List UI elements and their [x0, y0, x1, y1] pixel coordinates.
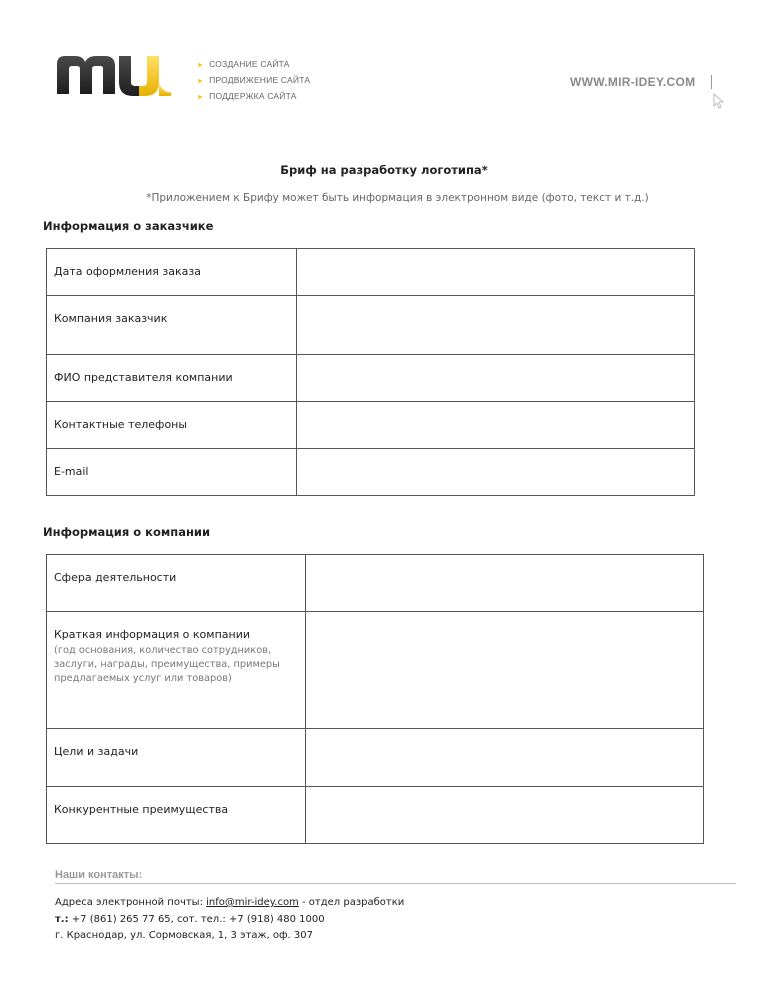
table-row	[47, 402, 695, 449]
row-label-representative: ФИО представителя компании	[47, 355, 297, 402]
table-row	[47, 787, 704, 844]
row-label-phones: Контактные телефоны	[47, 402, 297, 449]
order-date-field[interactable]	[297, 249, 695, 296]
company-section-title: Информация о компании	[43, 525, 211, 539]
arrow-icon: ►	[197, 78, 205, 85]
contacts-title: Наши контакты:	[55, 869, 143, 881]
service-item-promote[interactable]: ► ПРОДВИЖЕНИЕ САЙТА	[197, 75, 311, 85]
services-list	[197, 57, 310, 105]
table-row	[47, 249, 695, 296]
competitive-advantages-field[interactable]	[306, 787, 704, 844]
table-row	[47, 555, 704, 612]
contacts-address-line: г. Краснодар, ул. Сормовская, 1, 3 этаж, оф. 307	[55, 930, 313, 941]
row-label-customer-company: Компания заказчик	[47, 296, 297, 355]
table-row	[47, 449, 695, 496]
company-logo	[55, 50, 173, 100]
customer-info-table	[46, 248, 695, 496]
goals-field[interactable]	[306, 729, 704, 787]
arrow-icon: ►	[197, 94, 205, 101]
company-summary-field[interactable]	[306, 612, 704, 729]
table-row	[47, 355, 695, 402]
row-label-company-summary: Краткая информация о компании (год основания, количество сотрудников, заслуги, награды, преимущества, примеры предлагаемых услуг или товаров)	[47, 612, 306, 729]
row-label-activity: Сфера деятельности	[47, 555, 306, 612]
pointer-cursor-icon	[713, 93, 725, 113]
document-title: Бриф на разработку логотипа*	[280, 163, 488, 177]
email-link[interactable]: info@mir-idey.com	[206, 897, 299, 908]
document-note: *Приложением к Брифу может быть информация в электронном виде (фото, текст и т.д.)	[146, 192, 649, 204]
customer-section-title: Информация о заказчике	[43, 219, 214, 233]
company-info-table	[46, 554, 704, 844]
row-label-goals: Цели и задачи	[47, 729, 306, 787]
representative-field[interactable]	[297, 355, 695, 402]
text-cursor-bar	[711, 75, 712, 89]
arrow-icon: ►	[197, 62, 205, 69]
site-url-link[interactable]: WWW.MIR-IDEY.COM	[570, 75, 696, 89]
activity-field[interactable]	[306, 555, 704, 612]
table-row	[47, 296, 695, 355]
table-row	[47, 729, 704, 787]
service-item-create[interactable]: ► СОЗДАНИЕ САЙТА	[197, 59, 290, 69]
row-label-email: E-mail	[47, 449, 297, 496]
row-label-order-date: Дата оформления заказа	[47, 249, 297, 296]
customer-company-field[interactable]	[297, 296, 695, 355]
phones-field[interactable]	[297, 402, 695, 449]
contacts-phone-line: т.: +7 (861) 265 77 65, сот. тел.: +7 (918) 480 1000	[55, 914, 325, 925]
service-item-support[interactable]: ► ПОДДЕРЖКА САЙТА	[197, 91, 297, 101]
contacts-email-line: Адреса электронной почты: info@mir-idey.com - отдел разработки	[55, 897, 405, 908]
table-row	[47, 612, 704, 729]
contacts-divider	[55, 883, 736, 884]
email-field[interactable]	[297, 449, 695, 496]
row-label-competitive-advantages: Конкурентные преимущества	[47, 787, 306, 844]
company-summary-hint: (год основания, количество сотрудников, заслуги, награды, преимущества, примеры предлагаемых услуг или товаров)	[54, 645, 280, 684]
